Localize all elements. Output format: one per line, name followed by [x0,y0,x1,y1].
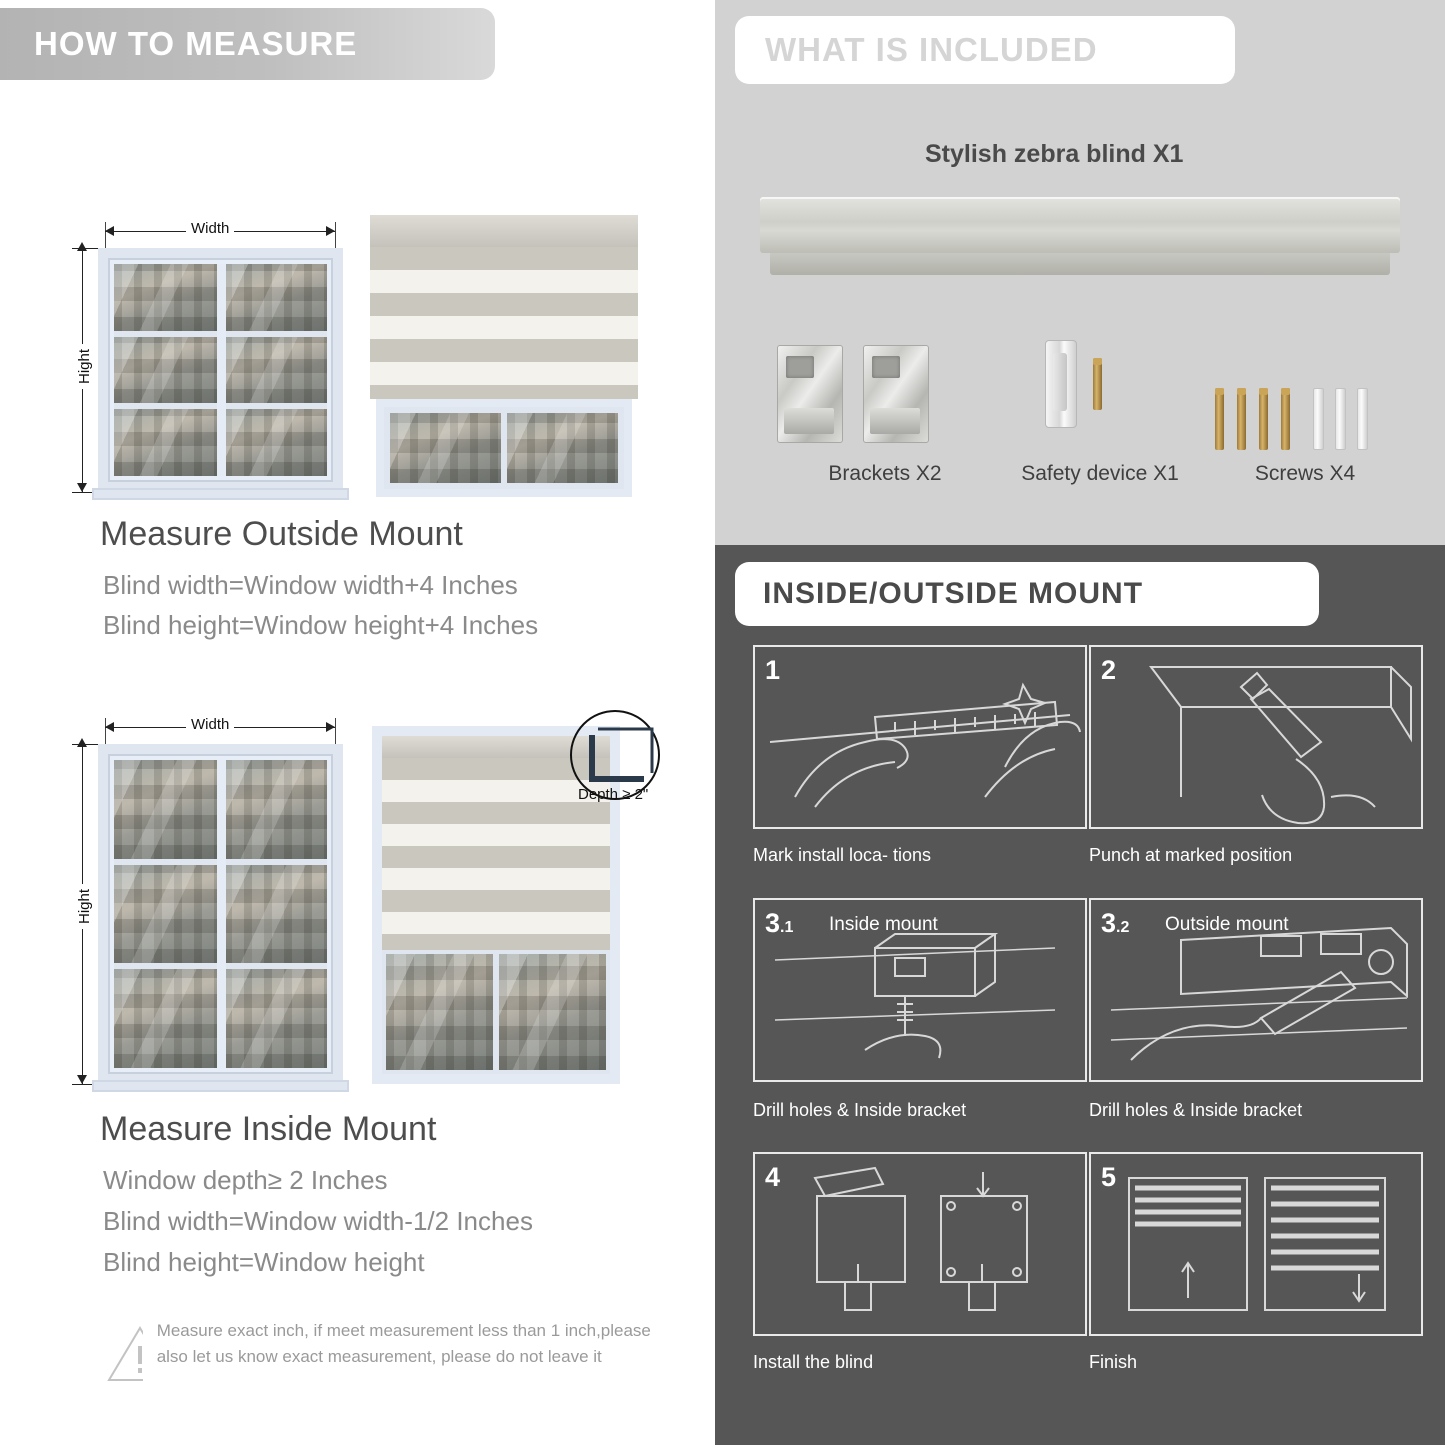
window-pane [390,413,501,483]
right-column [715,0,1445,1445]
window-pane [224,264,328,331]
screws-label: Screws X4 [1254,462,1356,485]
wall-anchor-icon [1313,388,1324,450]
inside-mount-line3: Blind height=Window height [103,1247,425,1277]
inside-height-arrow-down [77,1075,87,1084]
outside-height-arrow-up [77,242,87,251]
screw-icon [1259,388,1268,450]
window-pane [224,337,328,404]
outside-width-arrow-right [326,226,335,236]
outside-mount-line2: Blind height=Window height+4 Inches [103,610,539,640]
step-1-caption: Mark install loca- tions [753,845,932,865]
step-2-number: 2 [1101,655,1117,685]
depth-label: Depth ≥ 2" [578,786,649,803]
step-3-1-title: Inside mount [829,914,938,935]
inside-mount-line1: Window depth≥ 2 Inches [103,1165,388,1195]
safety-device-icon [1045,340,1077,428]
brackets-label: Brackets X2 [828,462,942,485]
wall-anchor-icon [1357,388,1368,450]
outside-width-arrow-left [105,226,114,236]
step-2-illustration [1091,647,1421,827]
included-main-item-label: Stylish zebra blind X1 [925,140,1184,168]
step-5-illustration [1091,1154,1421,1334]
window-sill [92,1080,349,1092]
outside-mount-figure [0,100,715,500]
window-pane [114,969,218,1068]
how-to-measure-title: HOW TO MEASURE [34,25,358,62]
step-4-illustration [755,1154,1085,1334]
what-is-included-tab [735,16,1235,84]
outside-mount-heading: Measure Outside Mount [100,515,463,553]
measure-note [105,1318,665,1388]
window-illustration [98,248,343,492]
inside-height-arrow-up [77,738,87,747]
step-1 [753,645,1087,829]
step-3-2-title: Outside mount [1165,914,1289,935]
outside-mount-blind [370,215,638,497]
bracket-icon [863,345,929,443]
headrail-top [760,197,1400,253]
inside-mount-figure [0,698,715,1098]
window-pane [224,865,328,964]
step-5 [1089,1152,1423,1336]
inside-outside-mount-title: INSIDE/OUTSIDE MOUNT [763,577,1144,610]
step-3-1-illustration [755,900,1085,1080]
window-illustration [98,744,343,1084]
step-3-1-caption: Drill holes & Inside bracket [753,1100,967,1120]
headrail-bottom [770,253,1390,275]
blind-lower-window [382,950,610,1074]
window-pane [114,865,218,964]
inside-mount-line2: Blind width=Window width-1/2 Inches [103,1206,533,1236]
window-pane [114,760,218,859]
bracket-icon [777,345,843,443]
outside-height-arrow-down [77,483,87,492]
wall-anchor-icon [1335,388,1346,450]
step-2-caption: Punch at marked position [1089,845,1293,865]
outside-height-label: Hight [76,344,93,389]
zebra-blind-headrail [760,197,1400,279]
step-5-number: 5 [1101,1162,1117,1192]
safety-device-label: Safety device X1 [1021,462,1179,485]
window-pane [114,337,218,404]
inside-width-label: Width [186,716,234,733]
blind-lower-window [376,399,632,497]
blind-fabric [370,247,638,399]
step-2 [1089,645,1423,829]
measure-note-text: Measure exact inch, if meet measurement less than 1 inch,please also let us know exact measurement, please do not leave it [156,1321,651,1366]
window-mullion [217,760,226,1068]
screw-icon [1093,358,1102,410]
inside-width-arrow-left [105,722,114,732]
window-pane [499,954,606,1070]
step-3-2-number: 3.2 [1101,908,1130,938]
step-4-number: 4 [765,1162,781,1192]
step-3-2-caption: Drill holes & Inside bracket [1089,1100,1303,1120]
inside-width-arrow-right [326,722,335,732]
step-1-number: 1 [765,655,781,685]
what-is-included-title: WHAT IS INCLUDED [765,31,1098,68]
step-5-caption: Finish [1089,1352,1138,1372]
screw-icon [1281,388,1290,450]
step-3-1 [753,898,1087,1082]
warning-triangle-icon [105,1318,143,1388]
step-1-illustration [755,647,1085,827]
window-pane [507,413,618,483]
window-pane [224,409,328,476]
step-3-2 [1089,898,1423,1082]
screw-icon [1237,388,1246,450]
window-pane [114,264,218,331]
blind-headrail [370,215,638,247]
step-4-caption: Install the blind [753,1352,874,1372]
inside-mount-heading: Measure Inside Mount [100,1110,437,1148]
screw-icon [1215,388,1224,450]
how-to-measure-banner [0,8,495,80]
window-sill [92,488,349,500]
outside-mount-line1: Blind width=Window width+4 Inches [103,570,518,600]
step-3-2-illustration [1091,900,1421,1080]
window-pane [114,409,218,476]
inside-outside-mount-tab [735,562,1319,626]
how-to-measure-panel [0,0,715,1445]
window-pane [224,760,328,859]
window-pane [386,954,493,1070]
outside-width-label: Width [186,220,234,237]
window-mullion [217,264,226,476]
blind-lower-panes [386,954,606,1070]
blind-lower-panes [390,413,618,483]
inside-height-label: Hight [76,884,93,929]
step-3-1-number: 3.1 [765,908,794,938]
window-pane [224,969,328,1068]
step-4 [753,1152,1087,1336]
